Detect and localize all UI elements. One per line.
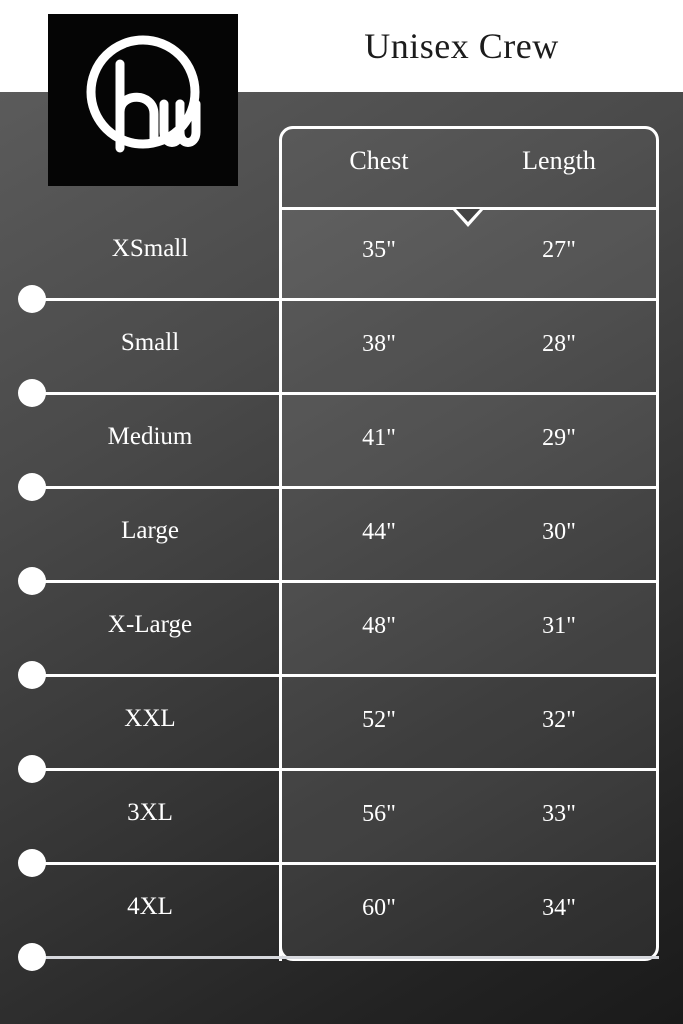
row-size-label: Small (120, 329, 180, 356)
row-size-label: XXL (124, 705, 176, 732)
row-size-label: Large (121, 517, 179, 544)
column-header-length: Length (522, 146, 596, 175)
row-size-label: Medium (107, 423, 193, 450)
row-length-value: 32" (542, 707, 576, 733)
table-row (0, 301, 683, 395)
table-row (0, 677, 683, 771)
row-chest-value: 44" (362, 519, 396, 545)
row-size-label: 4XL (127, 893, 173, 920)
table-row (0, 583, 683, 677)
row-length-value: 27" (542, 237, 576, 263)
table-rows (0, 207, 683, 959)
row-length-value: 29" (542, 425, 576, 451)
row-chest-value: 35" (362, 237, 396, 263)
table-row (0, 207, 683, 301)
page-title: Unisex Crew (364, 26, 559, 66)
row-chest-value: 48" (362, 613, 396, 639)
column-header-chest: Chest (349, 146, 409, 175)
table-row (0, 395, 683, 489)
hw-monogram-logo-icon (48, 14, 238, 186)
row-length-value: 34" (542, 895, 576, 921)
row-size-label: X-Large (107, 611, 193, 638)
row-length-value: 28" (542, 331, 576, 357)
row-length-value: 33" (542, 801, 576, 827)
row-chest-value: 38" (362, 331, 396, 357)
row-chest-value: 41" (362, 425, 396, 451)
row-marker-dot-icon (18, 943, 46, 971)
table-row (0, 489, 683, 583)
row-divider (38, 956, 659, 959)
table-row (0, 771, 683, 865)
row-chest-value: 52" (362, 707, 396, 733)
row-chest-value: 56" (362, 801, 396, 827)
table-row (0, 865, 683, 959)
row-length-value: 31" (542, 613, 576, 639)
row-chest-value: 60" (362, 895, 396, 921)
row-size-label: XSmall (111, 235, 189, 262)
row-length-value: 30" (542, 519, 576, 545)
row-size-label: 3XL (127, 799, 173, 826)
